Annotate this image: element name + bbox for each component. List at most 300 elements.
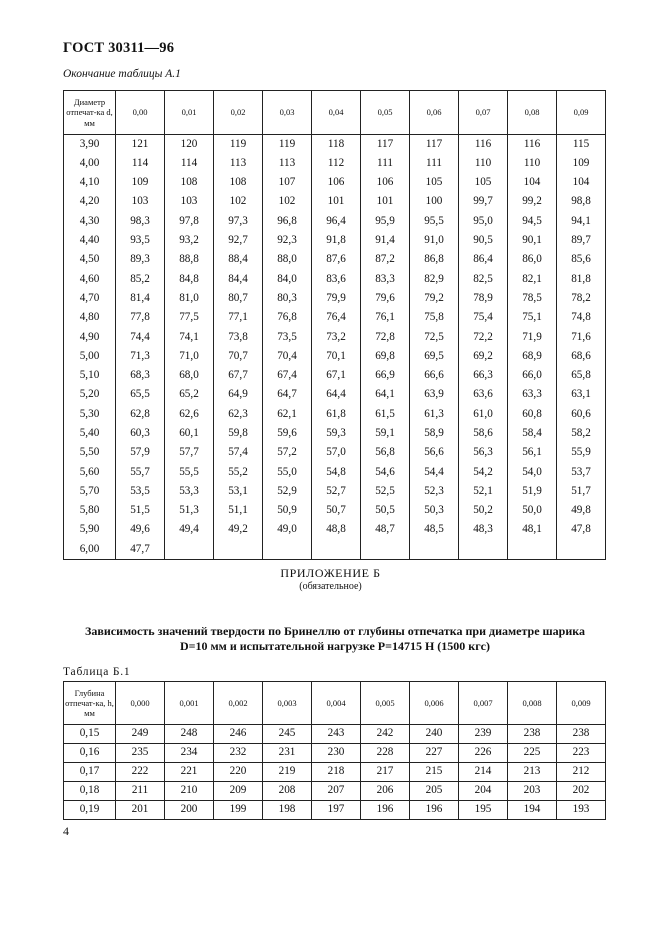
table-a1-row-header: Диаметр отпечат-ка d, мм (64, 91, 116, 135)
table-a1-cell: 61,8 (312, 405, 361, 424)
table-b1-cell: 248 (165, 725, 214, 744)
table-b1-cell: 246 (214, 725, 263, 744)
table-a1-body (64, 135, 606, 560)
table-a1-row-key: 3,90 (64, 135, 116, 154)
table-a1-cell: 53,7 (557, 463, 606, 482)
table-a1-cell: 98,8 (557, 192, 606, 211)
table-a1-cell: 77,8 (116, 308, 165, 327)
table-a1-cell: 56,1 (508, 443, 557, 462)
table-a1-cell: 54,6 (361, 463, 410, 482)
table-a1-cell: 58,6 (459, 424, 508, 443)
table-a1-row-key: 4,00 (64, 154, 116, 173)
table-a1-cell: 63,6 (459, 385, 508, 404)
table-b1-cell: 200 (165, 801, 214, 820)
table-a1-row (64, 289, 606, 308)
table-a1-row (64, 231, 606, 250)
table-a1-cell: 118 (312, 135, 361, 154)
table-a1-cell: 49,0 (263, 520, 312, 539)
table-b1-cell: 204 (459, 782, 508, 801)
table-a1-cell: 58,4 (508, 424, 557, 443)
table-a1-cell: 82,9 (410, 270, 459, 289)
table-a1-cell: 113 (263, 154, 312, 173)
table-a1-cell: 72,5 (410, 327, 459, 346)
table-b1-cell: 197 (312, 801, 361, 820)
table-b1-row (64, 782, 606, 801)
table-a1-cell: 92,3 (263, 231, 312, 250)
table-a1-cell: 100 (410, 192, 459, 211)
table-a1-row (64, 212, 606, 231)
table-b1-cell: 228 (361, 744, 410, 763)
table-b1-cell: 242 (361, 725, 410, 744)
table-a1-cell: 55,0 (263, 463, 312, 482)
table-a1-row (64, 327, 606, 346)
table-a1-cell: 78,5 (508, 289, 557, 308)
table-a1-row-key: 4,10 (64, 173, 116, 192)
table-b1-cell: 196 (361, 801, 410, 820)
table-a1-cell: 84,4 (214, 270, 263, 289)
table-a1-cell: 64,4 (312, 385, 361, 404)
table-a1-cell: 74,1 (165, 327, 214, 346)
table-a1-cell: 48,1 (508, 520, 557, 539)
table-a1-cell: 56,3 (459, 443, 508, 462)
table-b1-cell: 195 (459, 801, 508, 820)
table-a1-cell: 79,9 (312, 289, 361, 308)
table-a1-cell: 96,8 (263, 212, 312, 231)
table-a1-cell: 78,9 (459, 289, 508, 308)
table-a1-cell: 68,3 (116, 366, 165, 385)
appendix-note: (обязательное) (299, 581, 362, 592)
table-a1-cell: 75,4 (459, 308, 508, 327)
table-a1-row-key: 5,30 (64, 405, 116, 424)
table-a1-cell: 106 (361, 173, 410, 192)
table-a1-row (64, 250, 606, 269)
table-a1-cell: 103 (165, 192, 214, 211)
table-b1-column-header: 0,006 (410, 682, 459, 725)
table-a1-cell: 53,3 (165, 482, 214, 501)
table-a1-row (64, 463, 606, 482)
table-a1-row (64, 135, 606, 154)
table-a1-cell: 50,3 (410, 501, 459, 520)
table-a1-row (64, 540, 606, 559)
table-a1-cell: 50,2 (459, 501, 508, 520)
table-b1-cell: 196 (410, 801, 459, 820)
table-b1-cell: 199 (214, 801, 263, 820)
table-a1-cell: 68,6 (557, 347, 606, 366)
table-a1-cell: 113 (214, 154, 263, 173)
table-a1-cell: 94,5 (508, 212, 557, 231)
table-b1-header-row (64, 682, 606, 725)
table-a1-cell: 48,5 (410, 520, 459, 539)
table-a1-cell: 50,9 (263, 501, 312, 520)
table-a1-cell: 52,9 (263, 482, 312, 501)
table-a1-row (64, 405, 606, 424)
table-a1-cell: 71,3 (116, 347, 165, 366)
table-b1-caption: Таблица Б.1 (63, 666, 131, 678)
table-a1-row (64, 482, 606, 501)
table-a1-row-key: 4,40 (64, 231, 116, 250)
table-a1-cell: 81,8 (557, 270, 606, 289)
table-a1-cell: 57,4 (214, 443, 263, 462)
table-a1-cell: 59,6 (263, 424, 312, 443)
table-a1-column-header: 0,00 (116, 91, 165, 135)
table-a1-cell: 66,0 (508, 366, 557, 385)
table-a1-cell: 103 (116, 192, 165, 211)
table-a1-row (64, 308, 606, 327)
table-a1-row (64, 192, 606, 211)
table-a1-cell: 104 (557, 173, 606, 192)
table-a1-cell: 64,7 (263, 385, 312, 404)
table-a1-row-key: 6,00 (64, 540, 116, 559)
table-a1-cell: 87,2 (361, 250, 410, 269)
table-b1-cell: 211 (116, 782, 165, 801)
table-a1-cell: 64,9 (214, 385, 263, 404)
table-b1-cell: 207 (312, 782, 361, 801)
table-a1-column-header: 0,04 (312, 91, 361, 135)
table-a1-cell: 76,1 (361, 308, 410, 327)
table-b1-cell: 218 (312, 763, 361, 782)
table-a1-cell: 56,6 (410, 443, 459, 462)
table-a1-cell: 55,5 (165, 463, 214, 482)
table-b1-cell: 213 (508, 763, 557, 782)
table-b1-cell: 220 (214, 763, 263, 782)
table-a1-cell: 54,2 (459, 463, 508, 482)
table-a1-caption: Окончание таблицы А.1 (63, 68, 181, 80)
table-a1-cell: 105 (410, 173, 459, 192)
table-a1-cell: 65,5 (116, 385, 165, 404)
table-b1-column-header: 0,000 (116, 682, 165, 725)
table-a1-cell (410, 540, 459, 559)
table-a1-cell: 65,2 (165, 385, 214, 404)
table-a1-cell: 81,0 (165, 289, 214, 308)
table-a1-cell: 62,8 (116, 405, 165, 424)
table-a1-cell: 70,7 (214, 347, 263, 366)
table-a1-cell: 116 (459, 135, 508, 154)
table-b1-cell: 232 (214, 744, 263, 763)
table-a1-cell: 79,2 (410, 289, 459, 308)
table-b1-cell: 227 (410, 744, 459, 763)
table-a1-row-key: 4,50 (64, 250, 116, 269)
table-a1-cell: 80,3 (263, 289, 312, 308)
table-a1-cell: 63,1 (557, 385, 606, 404)
table-a1-cell: 91,8 (312, 231, 361, 250)
table-a1-cell: 115 (557, 135, 606, 154)
table-a1-cell (165, 540, 214, 559)
table-a1-cell: 119 (214, 135, 263, 154)
table-a1-row (64, 501, 606, 520)
table-a1-column-header: 0,09 (557, 91, 606, 135)
table-a1-row-key: 5,90 (64, 520, 116, 539)
table-a1-row-key: 5,70 (64, 482, 116, 501)
table-b1-cell: 238 (508, 725, 557, 744)
table-a1-cell: 111 (410, 154, 459, 173)
table-b1-cell: 202 (557, 782, 606, 801)
table-b1-cell: 198 (263, 801, 312, 820)
table-a1-cell: 51,1 (214, 501, 263, 520)
table-a1-row-key: 4,60 (64, 270, 116, 289)
page-number: 4 (63, 824, 69, 838)
table-a1-cell: 67,4 (263, 366, 312, 385)
table-a1-cell: 77,1 (214, 308, 263, 327)
table-a1-cell: 50,0 (508, 501, 557, 520)
table-b1-column-header: 0,009 (557, 682, 606, 725)
table-b1-cell: 203 (508, 782, 557, 801)
table-a1-cell: 83,6 (312, 270, 361, 289)
table-a1-cell: 51,5 (116, 501, 165, 520)
table-a1-cell: 65,8 (557, 366, 606, 385)
table-a1-cell: 82,5 (459, 270, 508, 289)
table-b1-cell: 215 (410, 763, 459, 782)
table-b1-cell: 193 (557, 801, 606, 820)
table-a1-cell: 48,8 (312, 520, 361, 539)
table-a1-cell: 70,4 (263, 347, 312, 366)
table-b1-cell: 212 (557, 763, 606, 782)
table-a1-cell: 99,7 (459, 192, 508, 211)
table-a1-cell: 97,3 (214, 212, 263, 231)
table-a1-cell: 66,3 (459, 366, 508, 385)
table-b1-cell: 238 (557, 725, 606, 744)
table-a1-cell: 86,8 (410, 250, 459, 269)
table-a1-row (64, 385, 606, 404)
table-a1-row (64, 443, 606, 462)
table-b1-row-key: 0,17 (64, 763, 116, 782)
table-a1-cell: 117 (410, 135, 459, 154)
table-a1-cell: 95,0 (459, 212, 508, 231)
table-a1-cell: 49,4 (165, 520, 214, 539)
table-b1-row-key: 0,16 (64, 744, 116, 763)
table-a1-cell: 59,3 (312, 424, 361, 443)
table-a1-cell: 98,3 (116, 212, 165, 231)
table-a1-cell: 79,6 (361, 289, 410, 308)
table-a1-cell: 51,7 (557, 482, 606, 501)
table-a1-cell: 94,1 (557, 212, 606, 231)
table-a1-cell: 114 (116, 154, 165, 173)
table-a1-cell: 90,5 (459, 231, 508, 250)
table-a1-cell: 61,5 (361, 405, 410, 424)
table-a1-cell: 60,6 (557, 405, 606, 424)
table-a1-cell: 105 (459, 173, 508, 192)
table-a1-cell: 85,2 (116, 270, 165, 289)
document-header: ГОСТ 30311—96 (63, 40, 175, 56)
table-b1-cell: 249 (116, 725, 165, 744)
table-a1-cell (263, 540, 312, 559)
table-a1-cell: 121 (116, 135, 165, 154)
table-a1-cell: 66,9 (361, 366, 410, 385)
table-b1-column-header: 0,005 (361, 682, 410, 725)
table-b1-cell: 240 (410, 725, 459, 744)
table-a1-column-header: 0,08 (508, 91, 557, 135)
table-a1-cell: 89,7 (557, 231, 606, 250)
table-a1-cell: 61,3 (410, 405, 459, 424)
appendix-title: ПРИЛОЖЕНИЕ Б (280, 566, 381, 580)
table-a1-cell: 54,4 (410, 463, 459, 482)
table-a1-cell: 57,2 (263, 443, 312, 462)
table-a1-row (64, 520, 606, 539)
table-a1-cell: 93,5 (116, 231, 165, 250)
table-a1-cell: 75,1 (508, 308, 557, 327)
table-b1-cell: 226 (459, 744, 508, 763)
table-a1-column-header: 0,01 (165, 91, 214, 135)
table-a1-row-key: 5,10 (64, 366, 116, 385)
table-a1-cell: 47,8 (557, 520, 606, 539)
table-a1-cell: 69,8 (361, 347, 410, 366)
table-b1-cell: 239 (459, 725, 508, 744)
table-a1-cell: 60,1 (165, 424, 214, 443)
table-a1-cell: 99,2 (508, 192, 557, 211)
table-a1-cell: 53,5 (116, 482, 165, 501)
table-a1-cell: 108 (214, 173, 263, 192)
table-a1-cell: 60,8 (508, 405, 557, 424)
table-a1-cell: 58,2 (557, 424, 606, 443)
table-a1-cell: 87,6 (312, 250, 361, 269)
table-a1-cell: 88,0 (263, 250, 312, 269)
table-a1-cell: 52,1 (459, 482, 508, 501)
table-a1-cell: 63,3 (508, 385, 557, 404)
table-a1-cell: 57,7 (165, 443, 214, 462)
table-a1-row-key: 5,40 (64, 424, 116, 443)
table-a1-row (64, 270, 606, 289)
table-a1-cell: 48,7 (361, 520, 410, 539)
table-a1-cell: 58,9 (410, 424, 459, 443)
table-a1-cell: 102 (263, 192, 312, 211)
table-a1-cell: 62,1 (263, 405, 312, 424)
table-b1-cell: 231 (263, 744, 312, 763)
table-a1-row-key: 4,70 (64, 289, 116, 308)
table-a1-cell: 53,1 (214, 482, 263, 501)
table-a1-cell (508, 540, 557, 559)
table-a1-cell: 92,7 (214, 231, 263, 250)
table-a1-column-header: 0,06 (410, 91, 459, 135)
table-a1-cell: 97,8 (165, 212, 214, 231)
table-a1-cell: 119 (263, 135, 312, 154)
table-a1-cell: 47,7 (116, 540, 165, 559)
table-a1-cell: 91,4 (361, 231, 410, 250)
table-a1-cell: 52,3 (410, 482, 459, 501)
table-a1-cell (459, 540, 508, 559)
table-a1-cell: 110 (508, 154, 557, 173)
table-a1-cell: 68,0 (165, 366, 214, 385)
table-b1-row (64, 725, 606, 744)
table-a1-cell: 114 (165, 154, 214, 173)
table-b1-column-header: 0,004 (312, 682, 361, 725)
table-a1-cell: 75,8 (410, 308, 459, 327)
table-a1-cell: 93,2 (165, 231, 214, 250)
table-a1-cell: 52,7 (312, 482, 361, 501)
table-a1-cell: 57,0 (312, 443, 361, 462)
table-a1-cell: 102 (214, 192, 263, 211)
table-a1-row (64, 424, 606, 443)
table-b1-cell: 217 (361, 763, 410, 782)
table-b1-cell: 235 (116, 744, 165, 763)
table-a1-cell: 80,7 (214, 289, 263, 308)
table-a1-row (64, 366, 606, 385)
table-a1-cell: 55,9 (557, 443, 606, 462)
table-a1-cell: 55,2 (214, 463, 263, 482)
table-a1-cell: 59,8 (214, 424, 263, 443)
table-b1-cell: 223 (557, 744, 606, 763)
table-a1-cell: 57,9 (116, 443, 165, 462)
table-a1-cell: 77,5 (165, 308, 214, 327)
table-b1-row (64, 801, 606, 820)
table-a1-column-header: 0,07 (459, 91, 508, 135)
table-a1-row-key: 5,20 (64, 385, 116, 404)
table-a1-cell: 83,3 (361, 270, 410, 289)
table-a1-row-key: 4,20 (64, 192, 116, 211)
table-a1-row-key: 4,30 (64, 212, 116, 231)
table-b1-row-key: 0,18 (64, 782, 116, 801)
table-a1-cell: 72,2 (459, 327, 508, 346)
table-a1-column-header: 0,02 (214, 91, 263, 135)
table-a1-row-key: 4,80 (64, 308, 116, 327)
table-a1-cell: 90,1 (508, 231, 557, 250)
table-a1-cell: 106 (312, 173, 361, 192)
table-a1-row-key: 5,60 (64, 463, 116, 482)
table-b1-cell: 221 (165, 763, 214, 782)
table-a1-cell: 95,9 (361, 212, 410, 231)
table-a1-cell: 110 (459, 154, 508, 173)
table-a1-cell: 74,4 (116, 327, 165, 346)
table-a1-row (64, 347, 606, 366)
table-b1-row (64, 744, 606, 763)
table-b1-body (64, 725, 606, 820)
table-a1-cell: 86,4 (459, 250, 508, 269)
table-a1-cell: 55,7 (116, 463, 165, 482)
table-a1-cell: 91,0 (410, 231, 459, 250)
table-a1-cell: 60,3 (116, 424, 165, 443)
table-a1-cell: 73,2 (312, 327, 361, 346)
table-a1-cell: 59,1 (361, 424, 410, 443)
table-a1-cell: 108 (165, 173, 214, 192)
table-b1-cell: 222 (116, 763, 165, 782)
table-a1-cell: 76,8 (263, 308, 312, 327)
table-b1 (63, 681, 606, 820)
table-a1-cell: 116 (508, 135, 557, 154)
table-a1-cell: 69,5 (410, 347, 459, 366)
appendix-heading: Зависимость значений твердости по Бринеллю от глубины отпечатка при диаметре шарика D=10 мм и испытательной нагрузке P=14715 Н (1500 кгс) (85, 624, 585, 653)
table-a1-cell: 71,0 (165, 347, 214, 366)
table-a1-cell: 71,6 (557, 327, 606, 346)
table-a1-cell: 120 (165, 135, 214, 154)
table-a1-cell: 82,1 (508, 270, 557, 289)
table-a1-cell: 54,8 (312, 463, 361, 482)
table-b1-cell: 234 (165, 744, 214, 763)
table-a1-row (64, 173, 606, 192)
table-a1-cell: 62,6 (165, 405, 214, 424)
table-b1-cell: 205 (410, 782, 459, 801)
table-a1-cell: 101 (312, 192, 361, 211)
table-a1-column-header: 0,03 (263, 91, 312, 135)
table-a1-row-key: 5,00 (64, 347, 116, 366)
table-b1-cell: 201 (116, 801, 165, 820)
table-a1-cell: 107 (263, 173, 312, 192)
table-b1-cell: 206 (361, 782, 410, 801)
table-a1-cell: 51,3 (165, 501, 214, 520)
table-a1-cell: 48,3 (459, 520, 508, 539)
table-b1-row-header: Глубина отпечат-ка, h, мм (64, 682, 116, 725)
table-b1-column-header: 0,007 (459, 682, 508, 725)
table-a1-cell (361, 540, 410, 559)
table-a1-cell: 81,4 (116, 289, 165, 308)
table-a1-cell: 72,8 (361, 327, 410, 346)
table-a1-cell: 84,0 (263, 270, 312, 289)
table-a1-cell (214, 540, 263, 559)
table-a1-cell: 49,2 (214, 520, 263, 539)
table-a1-cell: 112 (312, 154, 361, 173)
table-a1-column-header: 0,05 (361, 91, 410, 135)
table-a1-cell: 86,0 (508, 250, 557, 269)
table-a1-cell: 66,6 (410, 366, 459, 385)
table-a1-cell: 109 (116, 173, 165, 192)
table-b1-cell: 208 (263, 782, 312, 801)
